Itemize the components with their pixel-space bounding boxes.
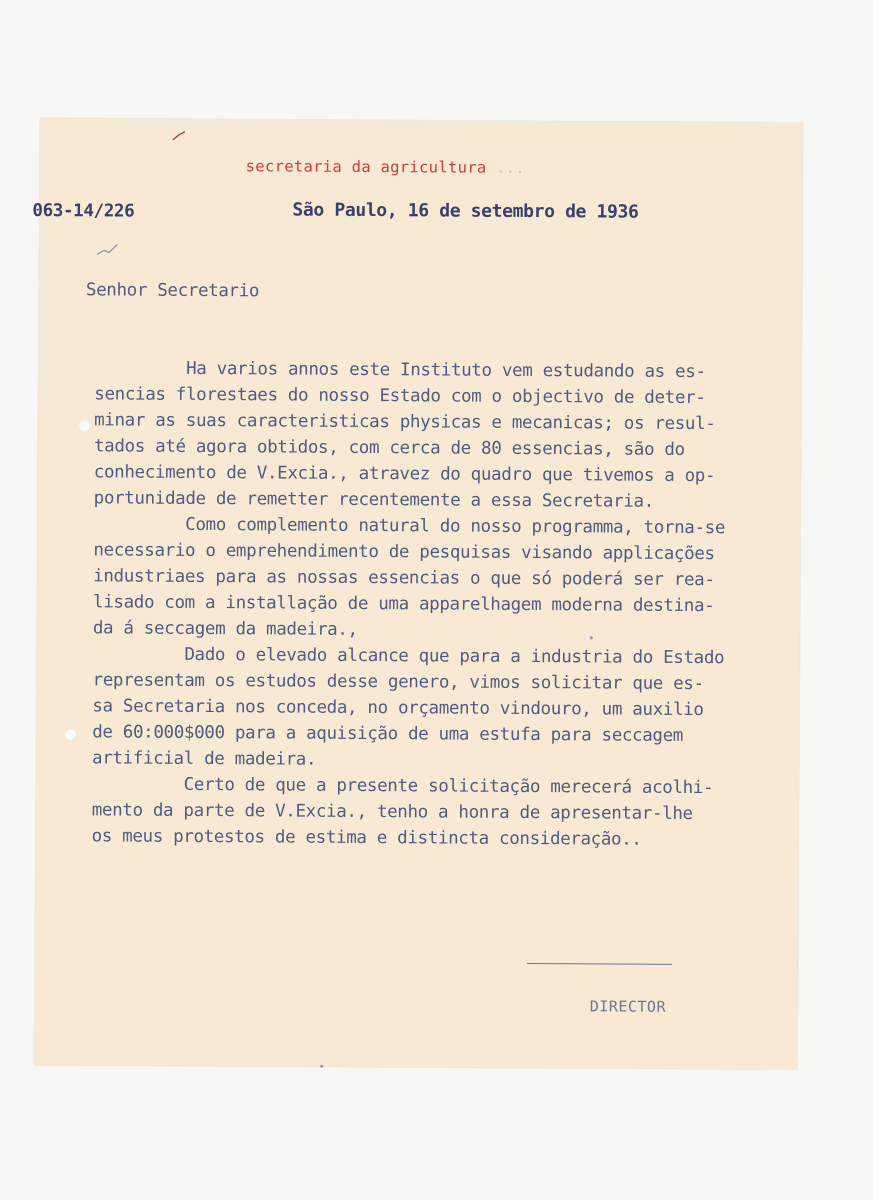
reference-number: 063-14/226 <box>32 200 135 222</box>
letter-sheet <box>34 118 803 1070</box>
signature-rule <box>527 963 672 965</box>
salutation: Senhor Secretario <box>85 280 260 302</box>
body-line: portunidade de remetter recentemente a essa Secretaria. <box>93 488 654 512</box>
body-line: Dado o elevado alcance que para a industria do Estado <box>92 644 725 669</box>
body-line: os meus protestos de estima e distincta consideração.. <box>91 826 642 850</box>
letterhead <box>246 157 525 177</box>
body-line: Como complemento natural do nosso programma, torna-se <box>93 514 726 539</box>
ink-speck <box>320 1065 323 1068</box>
body-line: sencias florestaes do nosso Estado com o objectivo de deter- <box>94 384 706 409</box>
body-line: conhecimento de V.Excia., atravez do quadro que tivemos a op- <box>93 462 716 487</box>
signature-title: DIRECTOR <box>589 997 667 1016</box>
body-line: representam os estudos desse genero, vimos solicitar que es- <box>92 670 704 695</box>
place-and-date: São Paulo, 16 de setembro de 1936 <box>292 199 639 223</box>
body-line: de 60:000$000 para a aquisição de uma estufa para seccagem <box>92 722 684 746</box>
pencil-mark-icon <box>95 240 121 256</box>
body-line: minar as suas caracteristicas physicas e mecanicas; os resul- <box>94 410 716 435</box>
letterhead-text: secretaria da agricultura <box>245 157 487 177</box>
punch-hole <box>78 419 91 432</box>
body-line: Ha varios annos este Instituto vem estudando as es- <box>94 358 706 383</box>
body-line: industriaes para as nossas essencias o que só poderá ser rea- <box>93 566 715 591</box>
signature-block <box>532 961 666 1034</box>
body-line: artificial de madeira. <box>92 748 317 770</box>
body-line: lisado com a installação de uma apparelhagem moderna destina- <box>92 592 715 617</box>
body-line: tados até agora obtidos, com cerca de 80 essencias, são do <box>93 436 685 460</box>
red-pen-tick-icon <box>172 131 186 141</box>
body-line: sa Secretaria nos conceda, no orçamento vindouro, um auxilio <box>92 696 704 721</box>
body-line: Certo de que a presente solicitação merecerá acolhi- <box>91 774 714 799</box>
ink-speck <box>590 636 593 639</box>
punch-hole <box>64 728 77 741</box>
body-line: mento da parte de V.Excia., tenho a honra de apresentar-lhe <box>91 800 693 825</box>
letterhead-trailing: ... <box>486 158 526 177</box>
body-line: necessario o emprehendimento de pesquisas visando applicações <box>93 540 715 565</box>
body-line: da á seccagem da madeira., <box>92 618 358 640</box>
